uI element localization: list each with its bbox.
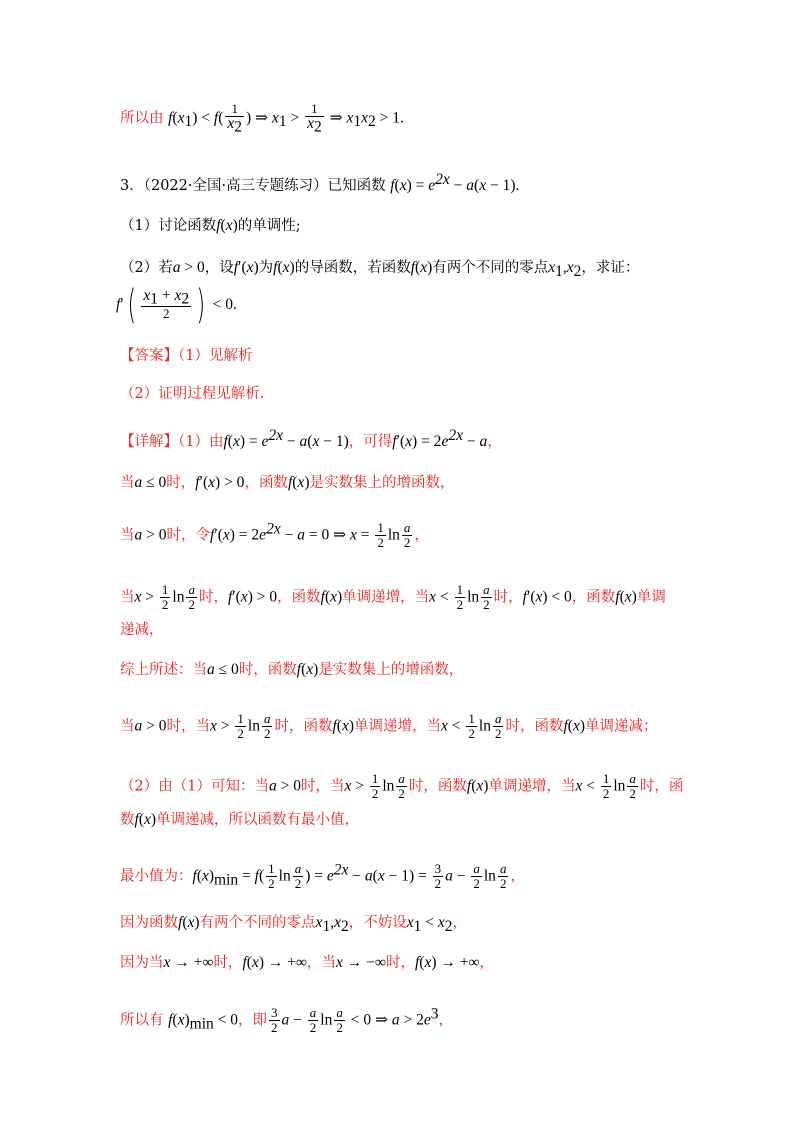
part2-line-2: 数f(x)单调递减，所以函数有最小值，	[120, 811, 360, 828]
question-part-2-formula: f′( $\frac{x_1 + x_2}{2}$ ) < 0.	[116, 282, 237, 328]
detail-line-4: 当x > $\frac{1}{2}$ ln $\frac{a}{2}$ 时，f′(x) > 0，函数f(x)单调递增，当x < $\frac{1}{2}$ ln $\frac{a}{2}$ 时，f′(x) < 0，函数f(x)单调	[120, 582, 666, 612]
question-3-title: 3．（2022·全国·高三专题练习）已知函数 $f(x) = e^{2x} - a(x - 1)$.	[120, 171, 520, 194]
question-part-2: （2）若a > 0，设f′(x)为f(x)的导函数，若函数f(x)有两个不同的零点$x_1,x_2$，求证：	[120, 259, 640, 280]
answer-line-2: （2）证明过程见解析.	[120, 386, 265, 402]
previous-conclusion-line: 所以由 $f(x_1) < f$( $\frac{1}{x_2}$ ) ⇒ $x_1$ > $\frac{1}{x_2}$ ⇒ $x_1x_2 > 1$.	[120, 101, 404, 136]
detail-line-2: 当a ≤ 0时，f′(x) > 0，函数f(x)是实数集上的增函数，	[120, 474, 455, 491]
part2-line-1: （2）由（1）可知：当a > 0时，当x > $\frac{1}{2}$ ln $\frac{a}{2}$ 时，函数f(x)单调递增，当x < $\frac{1}{2}$ ln $\frac{a}{2}$ 时，函	[120, 771, 684, 801]
conclusion-line: 所以有 $f(x)_{min} < 0$，即 $\frac{3}{2}$ a − $\frac{a}{2}$ ln $\frac{a}{2}$ < 0 ⇒ $a > 2e^3$，	[120, 1005, 453, 1035]
question-part-1: （1）讨论函数f(x)的单调性;	[120, 217, 301, 234]
limits-line: 因为当x → +∞时，f(x) → +∞，当x → −∞时，f(x) → +∞，	[120, 954, 495, 971]
summary-line-2: 当a > 0时，当x > $\frac{1}{2}$ ln $\frac{a}{2}$ 时，函数f(x)单调递增，当x < $\frac{1}{2}$ ln $\frac{a}{2}$ 时，函数f(x)单调递减；	[120, 711, 658, 741]
detail-line-1: 【详解】（1）由$f(x) = e^{2x} - a(x - 1)$，可得$f'(x) = 2e^{2x} - a$，	[120, 427, 502, 450]
min-value-line: 最小值为：$f(x)_{min} = f$( $\frac{1}{2}$ ln $\frac{a}{2}$ ) = $e^{2x} - a(x - 1)$ = $\frac{3}{2}$ a − $\frac{a}{2}$ ln $\frac{a}{2}$ ，	[120, 861, 525, 891]
detail-line-4b: 递减，	[120, 622, 164, 638]
answer-line-1: 【答案】（1）见解析	[120, 348, 253, 364]
detail-line-3: 当a > 0时，令$f'(x) = 2e^{2x} - a = 0$ ⇒ x = $\frac{1}{2}$ ln $\frac{a}{2}$ ，	[120, 520, 429, 550]
summary-line-1: 综上所述：当a ≤ 0时，函数f(x)是实数集上的增函数，	[120, 661, 464, 678]
two-zeros-line: 因为函数f(x)有两个不同的零点$x_1,x_2$，不妨设$x_1 < x_2$，	[120, 914, 467, 935]
